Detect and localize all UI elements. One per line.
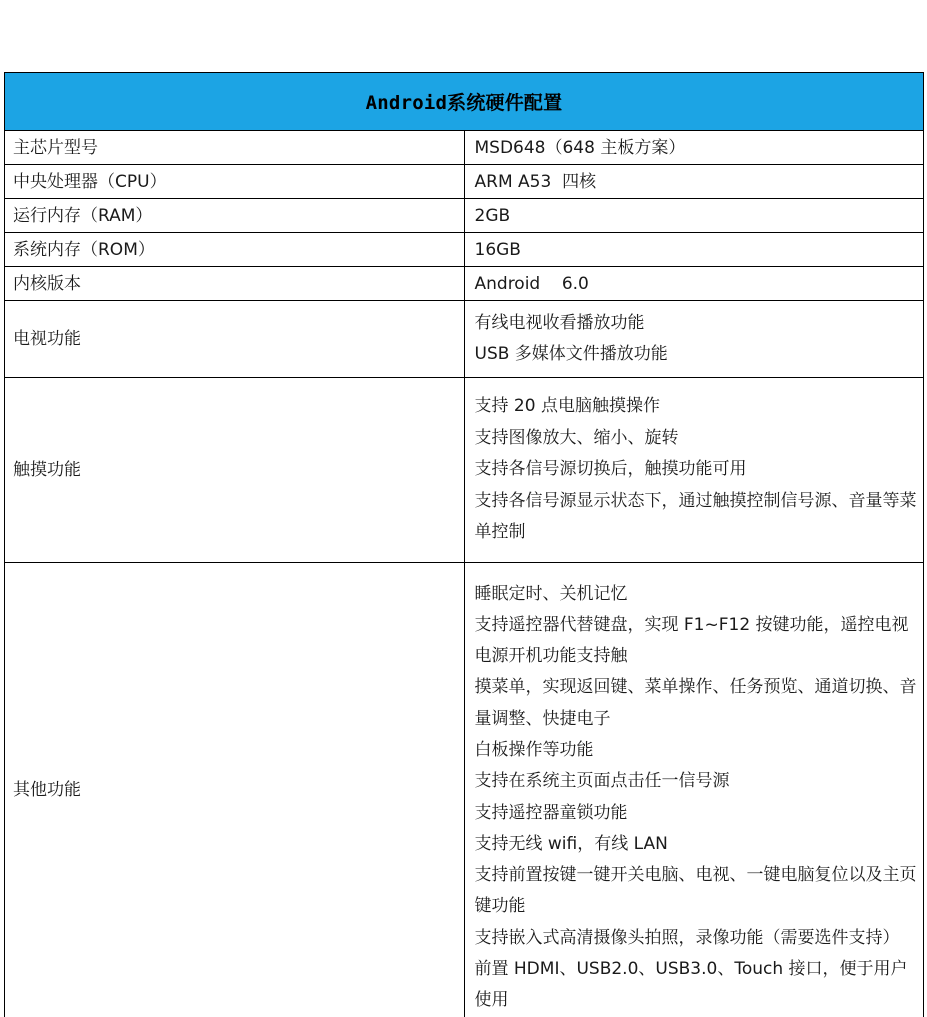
value-line: 支持遥控器代替键盘，实现 F1~F12 按键功能，遥控电视电源开机功能支持触 (474, 614, 909, 667)
row-label-touch: 触摸功能 (5, 378, 465, 563)
table-row (5, 562, 924, 1017)
row-label-kernel: 内核版本 (5, 267, 465, 301)
row-value-cpu (464, 165, 924, 199)
value-line: 16GB (474, 239, 521, 260)
row-label-rom: 系统内存（ROM） (5, 233, 465, 267)
row-value-chip (464, 131, 924, 165)
table-row (5, 267, 924, 301)
value-line: Android 6.0 (474, 273, 589, 294)
value-line: 支持 20 点电脑触摸操作 (474, 396, 660, 416)
row-value-rom (464, 233, 924, 267)
value-line: 睡眠定时、关机记忆 (474, 583, 628, 604)
value-line: 支持无线 wifi，有线 LAN (474, 833, 668, 854)
value-line: ARM A53 四核 (474, 171, 597, 192)
row-label-tv: 电视功能 (5, 301, 465, 378)
row-value-other (464, 562, 924, 1017)
row-label-ram: 运行内存（RAM） (5, 199, 465, 233)
row-value-ram (464, 199, 924, 233)
table-title: Android系统硬件配置 (5, 73, 924, 131)
value-line: USB 多媒体文件播放功能 (474, 344, 668, 364)
value-line: 摸菜单，实现返回键、菜单操作、任务预览、通道切换、音量调整、快捷电子 (474, 677, 917, 729)
row-label-chip: 主芯片型号 (5, 131, 465, 165)
value-line: 支持遥控器童锁功能 (474, 802, 628, 823)
table-row (5, 165, 924, 199)
value-line: 有线电视收看播放功能 (474, 313, 645, 333)
table-row (5, 199, 924, 233)
row-value-tv (464, 301, 924, 378)
value-line: 支持嵌入式高清摄像头拍照，录像功能（需要选件支持） (474, 927, 900, 948)
row-label-cpu: 中央处理器（CPU） (5, 165, 465, 199)
table-row (5, 301, 924, 378)
table-row (5, 233, 924, 267)
value-line: 白板操作等功能 (474, 739, 594, 760)
value-line: 2GB (474, 205, 511, 226)
value-line: 支持各信号源显示状态下，通过触摸控制信号源、音量等菜单控制 (474, 490, 917, 542)
value-line: 支持前置按键一键开关电脑、电视、一键电脑复位以及主页键功能 (474, 865, 917, 917)
table-row (5, 131, 924, 165)
row-value-touch (464, 378, 924, 563)
row-label-other: 其他功能 (5, 562, 465, 1017)
spec-table (4, 72, 924, 1017)
value-line: 支持图像放大、缩小、旋转 (474, 427, 679, 448)
value-line: MSD648（648 主板方案） (474, 137, 686, 158)
value-line: 支持在系统主页面点击任一信号源 (474, 771, 730, 792)
value-line: 支持各信号源切换后，触摸功能可用 (474, 459, 747, 479)
table-row (5, 378, 924, 563)
value-line: 前置 HDMI、USB2.0、USB3.0、Touch 接口，便于用户使用 (474, 959, 908, 1011)
row-value-kernel (464, 267, 924, 301)
